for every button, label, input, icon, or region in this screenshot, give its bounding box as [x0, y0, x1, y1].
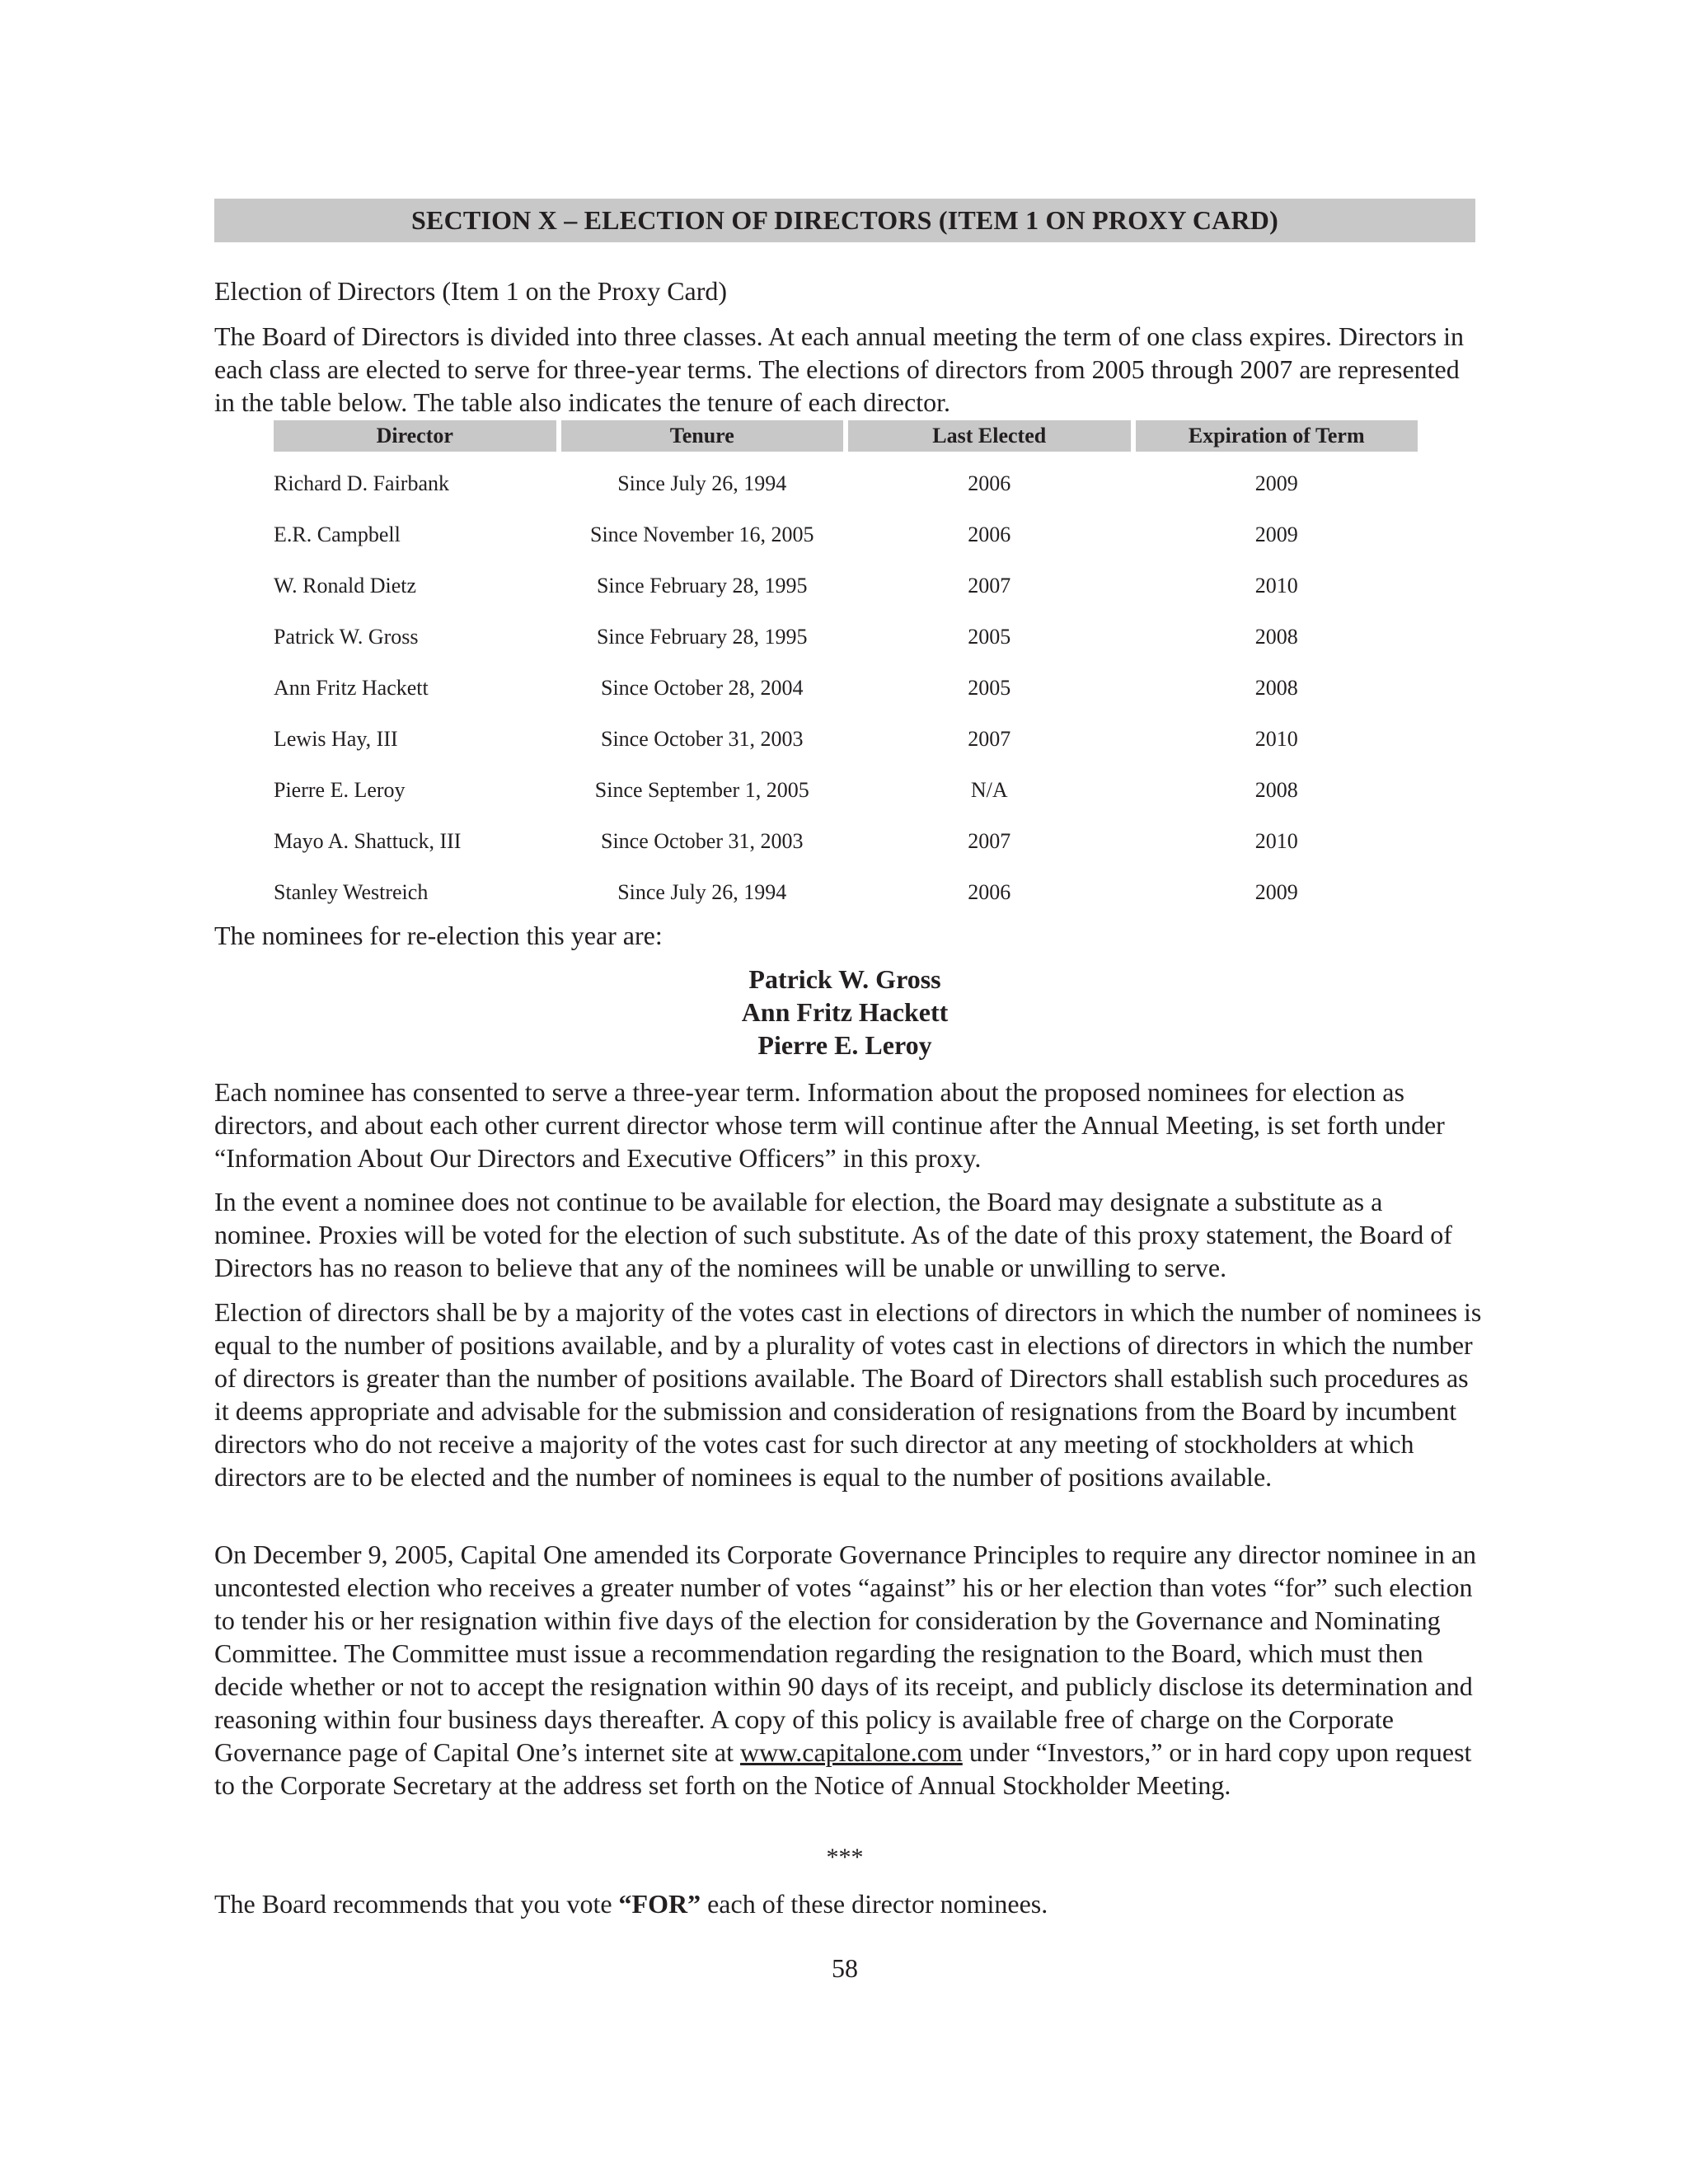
cell-director: Mayo A. Shattuck, III	[274, 829, 462, 853]
cell-last-elected: 2006	[968, 471, 1011, 495]
policy-text: On December 9, 2005, Capital One amended its Corporate Governance Principles to require any director nominee in an uncontested election who receives a greater number of votes “against” his or her election than votes “for” such election to tender his or her resignation within five days of the election for consideration by the Governance and Nominating Committee. The Committee must issue a recommendation regarding the resignation to the Board, which must then decide whether or not to accept the resignation within 90 days of its receipt, and publicly disclose its determination and reasoning within four business days thereafter. A copy of this policy is available free of charge on the Corporate Governance page of Capital One’s internet site at	[214, 1540, 1477, 1767]
cell-expiration: 2010	[1254, 829, 1298, 853]
cell-tenure: Since October 28, 2004	[600, 676, 804, 700]
cell-tenure: Since February 28, 1995	[596, 625, 808, 649]
cell-director: Ann Fritz Hackett	[274, 676, 429, 700]
table-row	[274, 765, 1418, 816]
recommendation-paragraph	[214, 1887, 1484, 1920]
table-row	[274, 509, 1418, 560]
section-title: SECTION X – ELECTION OF DIRECTORS (ITEM 1 ON PROXY CARD)	[411, 205, 1278, 235]
cell-director: Patrick W. Gross	[274, 625, 419, 649]
recommendation-emphasis: “FOR”	[618, 1889, 701, 1919]
resignation-policy-paragraph	[214, 1538, 1484, 1802]
header-last-elected: Last Elected	[848, 420, 1131, 452]
policy-text-after-link: under “Investors,” or in hard copy upon request to the Corporate Secretary at the address set forth on the Notice of Annual Stockholder Meeting.	[214, 1737, 1472, 1800]
nominees-list	[214, 963, 1475, 1062]
table-row	[274, 816, 1418, 867]
cell-director: E.R. Campbell	[274, 523, 401, 546]
table-row	[274, 560, 1418, 612]
cell-tenure: Since February 28, 1995	[596, 574, 808, 598]
cell-expiration: 2009	[1254, 471, 1298, 495]
cell-director: W. Ronald Dietz	[274, 574, 417, 598]
cell-tenure: Since July 26, 1994	[617, 880, 787, 904]
section-separator: ***	[826, 1844, 864, 1871]
nominee-name: Pierre E. Leroy	[757, 1030, 932, 1060]
cell-tenure: Since July 26, 1994	[617, 471, 787, 495]
section-title-banner	[214, 199, 1475, 242]
recommendation-text: The Board recommends that you vote	[214, 1889, 619, 1919]
nominees-intro: The nominees for re-election this year are:	[214, 921, 663, 950]
subtitle: Election of Directors (Item 1 on the Proxy Card)	[214, 276, 728, 306]
cell-last-elected: 2007	[968, 574, 1011, 598]
directors-table	[269, 420, 1423, 918]
intro-paragraph: The Board of Directors is divided into three classes. At each annual meeting the term of one class expires. Directors in each class are elected to serve for three-year terms. The elections of directors from 2005 through 2007 are represented in the table below. The table also indicates the tenure of each director.	[214, 321, 1464, 417]
table-row	[274, 867, 1418, 918]
cell-director: Richard D. Fairbank	[274, 471, 450, 495]
cell-last-elected: 2005	[968, 625, 1011, 649]
cell-expiration: 2009	[1254, 523, 1298, 546]
header-tenure: Tenure	[561, 420, 844, 452]
cell-director: Stanley Westreich	[274, 880, 429, 904]
cell-director: Pierre E. Leroy	[274, 778, 406, 802]
table-header-row	[274, 420, 1418, 452]
cell-director: Lewis Hay, III	[274, 727, 398, 751]
nominee-name: Patrick W. Gross	[748, 964, 941, 994]
table-row	[274, 452, 1418, 509]
majority-vote-paragraph: Election of directors shall be by a majority of the votes cast in elections of directors in which the number of nominees is equal to the number of positions available, and by a plurality of votes cast in elections of directors in which the number of directors is greater than the number of positions available. The Board of Directors shall establish such procedures as it deems appropriate and advisable for the submission and consideration of resignations from the Board by incumbent directors who do not receive a majority of the votes cast for such director at any meeting of stockholders at which directors are to be elected and the number of nominees is equal to the number of positions available.	[214, 1297, 1482, 1492]
cell-expiration: 2008	[1254, 625, 1298, 649]
cell-tenure: Since November 16, 2005	[589, 523, 814, 546]
cell-last-elected: 2007	[968, 727, 1011, 751]
capitalone-website-link[interactable]: www.capitalone.com	[739, 1737, 963, 1767]
table-row	[274, 663, 1418, 714]
cell-expiration: 2010	[1254, 727, 1298, 751]
cell-tenure: Since October 31, 2003	[600, 727, 804, 751]
header-director: Director	[274, 420, 556, 452]
cell-tenure: Since October 31, 2003	[600, 829, 804, 853]
cell-expiration: 2008	[1254, 676, 1298, 700]
cell-last-elected: 2007	[968, 829, 1011, 853]
page-number: 58	[832, 1953, 858, 1983]
consent-paragraph: Each nominee has consented to serve a three-year term. Information about the proposed nominees for election as directors, and about each other current director whose term will continue after the Annual Meeting, is set forth under “Information About Our Directors and Executive Officers” in this proxy.	[214, 1077, 1445, 1173]
table-row	[274, 714, 1418, 765]
substitute-paragraph: In the event a nominee does not continue to be available for election, the Board may designate a substitute as a nominee. Proxies will be voted for the election of such substitute. As of the date of this proxy statement, the Board of Directors has no reason to believe that any of the nominees will be unable or unwilling to serve.	[214, 1187, 1452, 1282]
cell-tenure: Since September 1, 2005	[594, 778, 809, 802]
table-row	[274, 612, 1418, 663]
nominee-name: Ann Fritz Hackett	[741, 997, 949, 1027]
cell-last-elected: 2005	[968, 676, 1011, 700]
cell-last-elected: 2006	[968, 880, 1011, 904]
cell-expiration: 2008	[1254, 778, 1298, 802]
header-expiration: Expiration of Term	[1136, 420, 1418, 452]
cell-last-elected: N/A	[970, 778, 1008, 802]
cell-last-elected: 2006	[968, 523, 1011, 546]
cell-expiration: 2010	[1254, 574, 1298, 598]
recommendation-text-end: each of these director nominees.	[701, 1889, 1048, 1919]
cell-expiration: 2009	[1254, 880, 1298, 904]
